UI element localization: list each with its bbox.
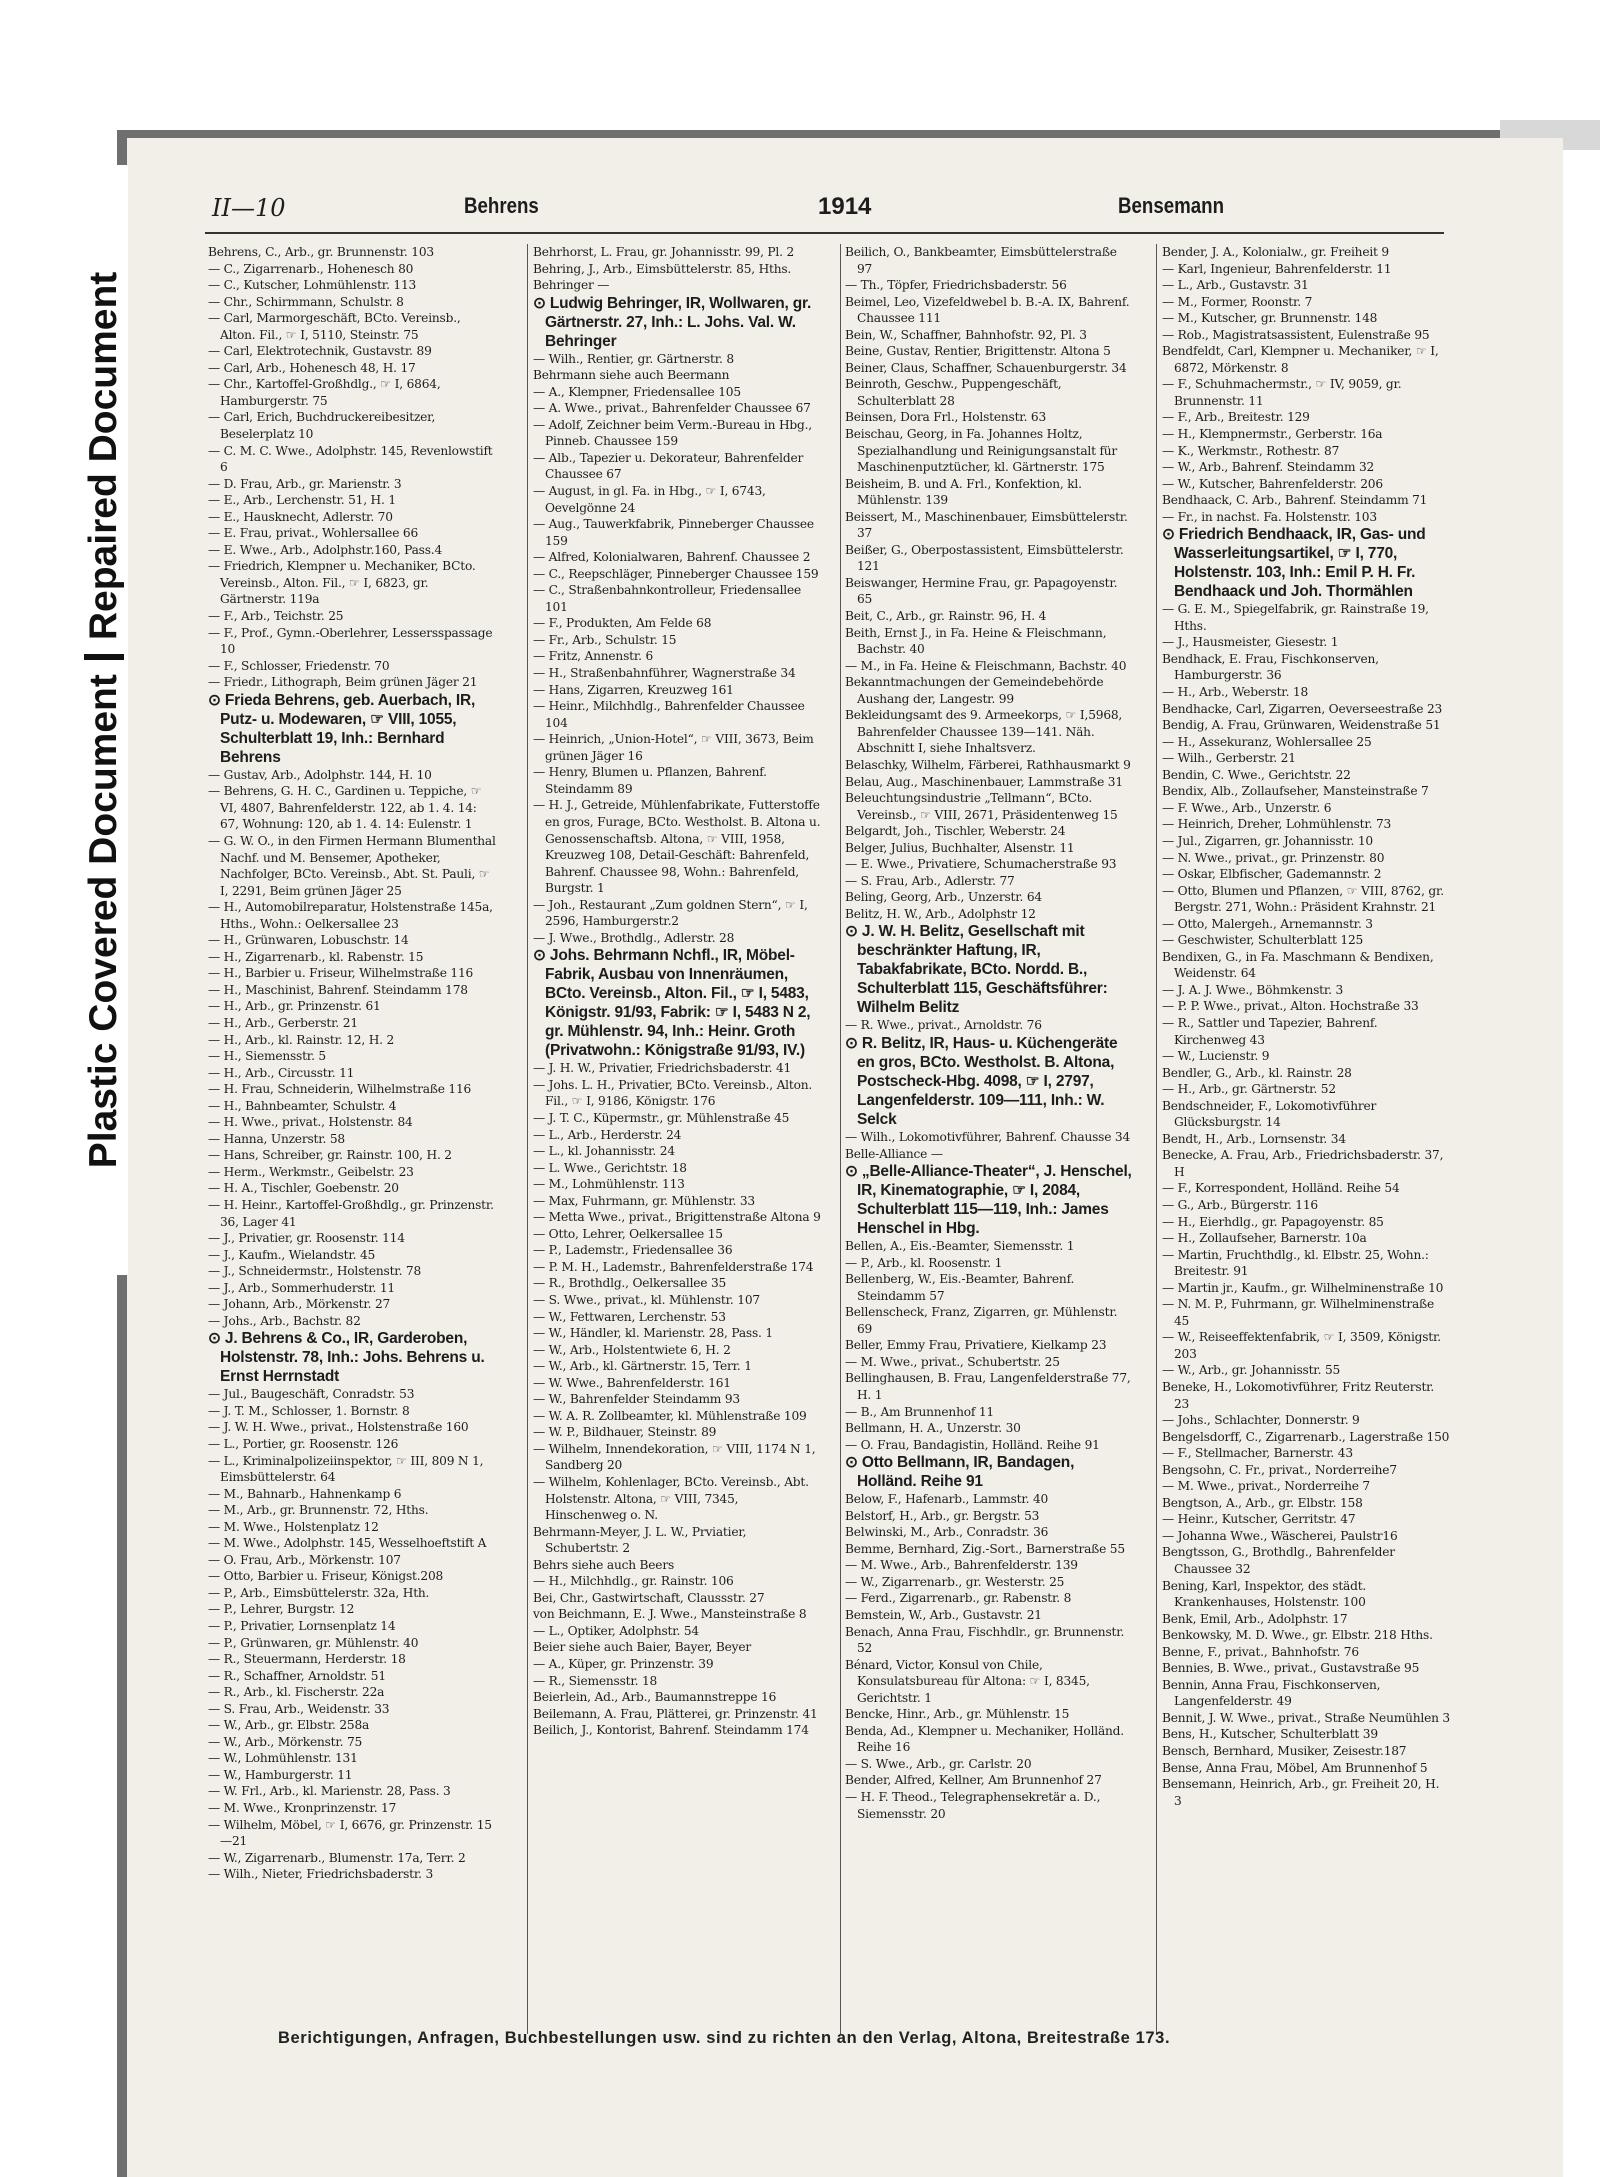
directory-entry: — Johann, Arb., Mörkenstr. 27 [208,1297,391,1312]
directory-entry: Beinsen, Dora Frl., Holstenstr. 63 [845,410,1047,425]
directory-entry: — H. F. Theod., Telegraphensekretär a. D., Siemensstr. 20 [845,1790,1101,1821]
column-divider [1156,244,1157,2034]
directory-entry: — Chr., Schirmmann, Schulstr. 8 [208,294,404,309]
directory-entry: — C. M. C. Wwe., Adolphstr. 145, Revenlowstift 6 [208,443,493,475]
directory-entry: — J. H. W., Privatier, Friedrichsbaderstr. 41 [533,1061,792,1076]
directory-entry: — P., Lehrer, Burgstr. 12 [208,1602,355,1617]
directory-entry: — F., Schlosser, Friedenstr. 70 [208,658,390,673]
directory-entry: — Jul., Baugeschäft, Conradstr. 53 [208,1387,415,1402]
directory-entry: Bennies, B. Wwe., privat., Gustavstraße 95 [1162,1661,1420,1676]
directory-entry: — H., Eierhdlg., gr. Papagoyenstr. 85 [1162,1214,1384,1229]
directory-entry: — H., Arb., gr. Prinzenstr. 61 [208,999,381,1014]
directory-entry: Bei, Chr., Gastwirtschaft, Claussstr. 27 [533,1590,765,1605]
directory-entry: Bendhack, E. Frau, Fischkonserven, Hamburgerstr. 36 [1162,651,1379,683]
directory-entry: — N. M. P., Fuhrmann, gr. Wilhelminenstraße 45 [1162,1297,1434,1328]
directory-entry: — F., Prof., Gymn.-Oberlehrer, Lessersspassage 10 [208,625,493,657]
directory-entry: Bengelsdorff, C., Zigarrenarb., Lagerstraße 150 [1162,1429,1450,1444]
directory-entry: — J. W. H. Wwe., privat., Holstenstraße 160 [208,1420,469,1435]
directory-entry: Belaschky, Wilhelm, Färberei, Rathhausmarkt 9 [845,757,1131,772]
directory-entry: Beiswanger, Hermine Frau, gr. Papagoyenstr. 65 [845,575,1118,607]
directory-entry: — M. Wwe., privat., Schubertstr. 25 [845,1354,1060,1369]
directory-entry: — Karl, Ingenieur, Bahrenfelderstr. 11 [1162,261,1392,276]
directory-entry: — August, in gl. Fa. in Hbg., ☞ I, 6743, Oevelgönne 24 [533,484,766,515]
directory-entry: — Heinrich, Dreher, Lohmühlenstr. 73 [1162,817,1392,832]
directory-entry: Beine, Gustav, Rentier, Brigittenstr. Altona 5 [845,344,1111,359]
directory-entry: — F., Schuhmachermstr., ☞ IV, 9059, gr. Brunnenstr. 11 [1162,377,1402,408]
directory-entry: — F., Produkten, Am Felde 68 [533,616,712,631]
directory-entry: — M. Wwe., Kronprinzenstr. 17 [208,1801,397,1816]
directory-entry: — E. Frau, privat., Wohlersallee 66 [208,526,418,541]
directory-entry: — C., Kutscher, Lohmühlenstr. 113 [208,278,417,293]
directory-entry: Beisheim, B. und A. Frl., Konfektion, kl. Mühlenstr. 139 [845,476,1082,508]
directory-entry: — W. P., Bildhauer, Steinstr. 89 [533,1425,717,1440]
directory-entry: — Friedr., Lithograph, Beim grünen Jäger 21 [208,675,478,690]
directory-entry: Bengtsson, G., Brothdlg., Bahrenfelder Chaussee 32 [1162,1545,1395,1577]
directory-entry: — P., Arb., Eimsbüttelerstr. 32a, Hth. [208,1585,430,1600]
directory-entry: — Fritz, Annenstr. 6 [533,649,654,664]
directory-entry: — A., Küper, gr. Prinzenstr. 39 [533,1657,714,1672]
directory-entry: — Wilh., Lokomotivführer, Bahrenf. Chausse 34 [845,1129,1131,1144]
directory-entry: Bender, J. A., Kolonialw., gr. Freiheit 9 [1162,245,1389,259]
directory-entry: Behrmann siehe auch Beermann [533,368,730,383]
directory-entry: — O. Frau, Bandagistin, Holländ. Reihe 91 [845,1437,1100,1452]
directory-entry: — H., Zigarrenarb., kl. Rabenstr. 15 [208,949,424,964]
directory-entry: Belle-Alliance — [845,1146,943,1161]
directory-entry: Benach, Anna Frau, Fischhdlr., gr. Brunnenstr. 52 [845,1624,1125,1656]
label-repaired: Repaired Document [82,271,125,641]
directory-entry: — J., Kaufm., Wielandstr. 45 [208,1247,376,1262]
directory-entry: — Wilhelm, Innendekoration, ☞ VIII, 1174 N 1, Sandberg 20 [533,1441,816,1473]
directory-entry: — J., Privatier, gr. Roosenstr. 114 [208,1231,405,1246]
directory-entry: — S. Wwe., Arb., gr. Carlstr. 20 [845,1756,1032,1771]
directory-entry: — M. Wwe., privat., Norderreihe 7 [1162,1479,1370,1494]
directory-entry: — H., Arb., kl. Rainstr. 12, H. 2 [208,1032,395,1047]
directory-entry: — Rob., Magistratsassistent, Eulenstraße 95 [1162,327,1430,342]
directory-entry: — Heinr., Kutscher, Gerritstr. 47 [1162,1512,1356,1527]
directory-entry: — S. Frau, Arb., Adlerstr. 77 [845,873,1015,888]
directory-entry: Belitz, H. W., Arb., Adolphstr 12 [845,906,1036,921]
directory-entry: — J., Hausmeister, Giesestr. 1 [1162,635,1339,650]
directory-entry: Belger, Julius, Buchhalter, Alsenstr. 11 [845,840,1075,855]
document-label [80,165,128,1275]
directory-entry: — Max, Fuhrmann, gr. Mühlenstr. 33 [533,1193,755,1208]
directory-entry: ⊙ Ludwig Behringer, IR, Wollwaren, gr. Gärtnerstr. 27, Inh.: L. Johs. Val. W. Behringer [533,294,812,350]
directory-entry: Benecke, A. Frau, Arb., Friedrichsbaderstr. 37, H [1162,1148,1444,1179]
column-2 [533,244,821,2024]
directory-entry: Bellenscheck, Franz, Zigarren, gr. Mühlenstr. 69 [845,1305,1118,1336]
directory-entry: Bellmann, H. A., Unzerstr. 30 [845,1421,1021,1436]
directory-entry: — M. Wwe., Holstenplatz 12 [208,1519,379,1534]
directory-entry: — S. Wwe., privat., kl. Mühlenstr. 107 [533,1292,760,1307]
directory-entry: Beinroth, Geschw., Puppengeschäft, Schulterblatt 28 [845,377,1062,408]
directory-entry: — G., Arb., Bürgerstr. 116 [1162,1197,1318,1212]
directory-entry: — Hanna, Unzerstr. 58 [208,1131,345,1146]
directory-entry: Benne, F., privat., Bahnhofstr. 76 [1162,1644,1359,1659]
directory-entry: Bensch, Bernhard, Musiker, Zeisestr.187 [1162,1744,1407,1759]
directory-entry: Beimel, Leo, Vizefeldwebel b. B.-A. IX, Bahrenf. Chaussee 111 [845,294,1130,326]
directory-entry: — Henry, Blumen u. Pflanzen, Bahrenf. Steindamm 89 [533,765,767,796]
directory-entry: — A., Klempner, Friedensallee 105 [533,384,741,399]
directory-entry: Bendhaack, C. Arb., Bahrenf. Steindamm 71 [1162,493,1428,508]
directory-entry: Beller, Emmy Frau, Privatiere, Kielkamp 23 [845,1338,1107,1353]
directory-entry: — Joh., Restaurant „Zum goldnen Stern“, ☞ I, 2596, Hamburgerstr.2 [533,897,808,929]
directory-entry: — W., Arb., kl. Gärtnerstr. 15, Terr. 1 [533,1359,752,1374]
directory-entry: — E. Wwe., Privatiere, Schumacherstraße 93 [845,857,1117,872]
directory-entry: Bellenberg, W., Eis.-Beamter, Bahrenf. Steindamm 57 [845,1272,1075,1303]
directory-entry: von Beichmann, E. J. Wwe., Mansteinstraße 8 [533,1607,807,1622]
directory-entry: — F. Wwe., Arb., Unzerstr. 6 [1162,800,1332,815]
directory-entry: — N. Wwe., privat., gr. Prinzenstr. 80 [1162,850,1385,865]
directory-entry: — S. Frau, Arb., Weidenstr. 33 [208,1701,390,1716]
directory-entry: ⊙ Johs. Behrmann Nchfl., IR, Möbel-Fabrik, Ausbau von Innenräumen, BCto. Vereinsb., Alton. Fil., ☞ I, 5483, Königstr. 91/93, Fabrik: ☞ I, 5483 N 2, gr. Mühlenstr. 94, Inh.: Heinr. Groth (Privatwohn.: Königstraße 91/93, IV.) [533,947,811,1060]
directory-entry: — Johs., Arb., Bachstr. 82 [208,1313,361,1328]
directory-entry: — O. Frau, Arb., Mörkenstr. 107 [208,1552,401,1567]
directory-entry: ⊙ Friedrich Bendhaack, IR, Gas- und Wasserleitungsartikel, ☞ I, 770, Holstenstr. 103, Inh.: Emil P. H. Fr. Bendhaack und Joh. Thormählen [1162,526,1426,601]
directory-entry: — Fr., Arb., Schulstr. 15 [533,632,677,647]
directory-entry: — H., Barbier u. Friseur, Wilhelmstraße 116 [208,966,474,981]
directory-entry: — M., Former, Roonstr. 7 [1162,294,1313,309]
directory-entry: Beilich, J., Kontorist, Bahrenf. Steindamm 174 [533,1723,809,1738]
directory-entry: Bendixen, G., in Fa. Maschmann & Bendixen, Weidenstr. 64 [1162,949,1434,981]
directory-entry: Beischau, Georg, in Fa. Johannes Holtz, Spezialhandlung und Reinigungsanstalt für Maschinenputztücher, kl. Gärtnerstr. 175 [845,427,1118,475]
directory-entry: Beleuchtungsindustrie „Tellmann“, BCto. Vereinsb., ☞ VIII, 2671, Präsidentenweg 15 [845,791,1118,822]
directory-entry: Bemstein, W., Arb., Gustavstr. 21 [845,1608,1042,1622]
directory-entry: — Heinrich, „Union-Hotel“, ☞ VIII, 3673, Beim grünen Jäger 16 [533,732,814,763]
directory-entry: Bénard, Victor, Konsul von Chile, Konsulatsbureau für Altona: ☞ I, 8345, Gerichtstr. 1 [845,1657,1090,1705]
directory-entry: — J. Wwe., Brothdlg., Adlerstr. 28 [533,930,735,945]
directory-entry: — F., Arb., Breitestr. 129 [1162,410,1310,425]
directory-entry: Bense, Anna Frau, Möbel, Am Brunnenhof 5 [1162,1760,1428,1775]
directory-entry: — M., Arb., gr. Brunnenstr. 72, Hths. [208,1503,429,1518]
directory-entry: — Martin, Fruchthdlg., kl. Elbstr. 25, Wohn.: Breitestr. 91 [1162,1247,1429,1279]
directory-entry: — Wilhelm, Möbel, ☞ I, 6676, gr. Prinzenstr. 15—21 [208,1817,492,1849]
directory-entry: — L., Kriminalpolizeiinspektor, ☞ III, 809 N 1, Eimsbüttelerstr. 64 [208,1453,484,1485]
directory-entry: — R., Siemensstr. 18 [533,1673,658,1688]
directory-entry: ⊙ Frieda Behrens, geb. Auerbach, IR, Putz- u. Modewaren, ☞ VIII, 1055, Schulterblatt 19, Inh.: Bernhard Behrens [208,691,476,766]
directory-entry: Beneke, H., Lokomotivführer, Fritz Reuterstr. 23 [1162,1380,1435,1411]
directory-entry: Bennin, Anna Frau, Fischkonserven, Langenfelderstr. 49 [1162,1677,1381,1709]
directory-entry: — P. P. Wwe., privat., Alton. Hochstraße 33 [1162,999,1419,1014]
directory-entry: — H. A., Tischler, Goebenstr. 20 [208,1181,399,1196]
directory-entry: Bekleidungsamt des 9. Armeekorps, ☞ I,5968, Bahrenfelder Chaussee 139—141. Näh. Abschnitt I, siehe Inhaltsverz. [845,708,1123,756]
directory-entry: Bender, Alfred, Kellner, Am Brunnenhof 27 [845,1773,1102,1788]
directory-entry: — Martin jr., Kaufm., gr. Wilhelminenstraße 10 [1162,1280,1444,1295]
directory-entry: Beißer, G., Oberpostassistent, Eimsbüttelerstr. 121 [845,542,1124,574]
directory-entry: — Otto, Blumen und Pflanzen, ☞ VIII, 8762, gr. Bergstr. 271, Wohn.: Präsident Krahnstr. 21 [1162,883,1444,915]
directory-entry: — H., Siemensstr. 5 [208,1049,326,1064]
directory-entry: Beiner, Claus, Schaffner, Schauenburgerstr. 34 [845,360,1127,375]
directory-entry: — H., Arb., Weberstr. 18 [1162,685,1309,700]
header-year: 1914 [818,193,872,220]
directory-entry: Beierlein, Ad., Arb., Baumannstreppe 16 [533,1690,777,1705]
column-1 [208,244,496,2024]
directory-entry: — M., in Fa. Heine & Fleischmann, Bachstr. 40 [845,658,1127,673]
directory-entry: Belwinski, M., Arb., Conradstr. 36 [845,1525,1049,1540]
directory-entry: — W., Hamburgerstr. 11 [208,1767,353,1782]
directory-entry: — H., Klempnermstr., Gerberstr. 16a [1162,427,1383,442]
directory-entry: — W., Arb., Holstentwiete 6, H. 2 [533,1342,731,1357]
directory-entry: — W., Zigarrenarb., Blumenstr. 17a, Terr. 2 [208,1850,466,1865]
directory-entry: Bengsohn, C. Fr., privat., Norderreihe7 [1162,1462,1397,1477]
directory-entry: — Wilh., Gerberstr. 21 [1162,751,1296,766]
directory-entry: Bendig, A. Frau, Grünwaren, Weidenstraße 51 [1162,718,1441,733]
directory-entry: — W., Händler, kl. Marienstr. 28, Pass. 1 [533,1326,773,1341]
directory-entry: — W. Frl., Arb., kl. Marienstr. 28, Pass. 3 [208,1784,451,1799]
directory-entry: — Johs. L. H., Privatier, BCto. Vereinsb., Alton. Fil., ☞ I, 9186, Königstr. 176 [533,1077,813,1109]
directory-entry: — Jul., Zigarren, gr. Johannisstr. 10 [1162,833,1373,848]
directory-entry: — H. Wwe., privat., Holstenstr. 84 [208,1115,413,1130]
directory-entry: — Alb., Tapezier u. Dekorateur, Bahrenfelder Chaussee 67 [533,450,804,482]
directory-entry: — M. Wwe., Adolphstr. 145, Wesselhoeftstift A [208,1536,487,1551]
header-rule [205,232,1444,234]
directory-entry: — J. A. J. Wwe., Böhmkenstr. 3 [1162,982,1344,997]
directory-entry: — K., Werkmstr., Rothestr. 87 [1162,443,1340,458]
directory-entry: — R., Sattler und Tapezier, Bahrenf. Kirchenweg 43 [1162,1015,1378,1047]
directory-entry: — C., Zigarrenarb., Hohenesch 80 [208,261,414,276]
directory-entry: — H. J., Getreide, Mühlenfabrikate, Futterstoffe en gros, Furage, BCto. Westholst. B. Altona u. Genossenschaftsb. Altona, ☞ VIII, 1958, Kreuzweg 108, Detail-Geschäft: Bahrenfeld, Bahrenf. Chaussee 98, Wohn.: Bahrenfeld, Burgstr. 1 [533,798,821,896]
directory-entry: — H., Bahnbeamter, Schulstr. 4 [208,1098,397,1113]
directory-entry: Beilemann, A. Frau, Plätterei, gr. Prinzenstr. 41 [533,1706,818,1721]
directory-entry: — H., Automobilreparatur, Holstenstraße 145a, Hths., Wohn.: Oelkersallee 23 [208,900,493,931]
directory-entry: — A. Wwe., privat., Bahrenfelder Chaussee 67 [533,401,811,416]
directory-entry: Bengtson, A., Arb., gr. Elbstr. 158 [1162,1495,1363,1510]
directory-entry: — W., Bahrenfelder Steindamm 93 [533,1392,740,1407]
directory-entry: Behrs siehe auch Beers [533,1557,674,1572]
directory-entry: — W., Arb., gr. Johannisstr. 55 [1162,1363,1341,1378]
directory-entry: — H., Zollaufseher, Barnerstr. 10a [1162,1231,1367,1246]
directory-entry: — H. Heinr., Kartoffel-Großhdlg., gr. Prinzenstr. 36, Lager 41 [208,1197,494,1229]
column-divider [527,244,528,2034]
directory-entry: — Herm., Werkmstr., Geibelstr. 23 [208,1164,414,1179]
directory-entry: Bekanntmachungen der Gemeindebehörde Aushang der, Langestr. 99 [845,675,1104,706]
directory-entry: — L., Optiker, Adolphstr. 54 [533,1623,699,1638]
directory-entry: — R., Brothdlg., Oelkersallee 35 [533,1276,727,1291]
directory-entry: — P., Grünwaren, gr. Mühlenstr. 40 [208,1635,419,1650]
directory-entry: — M., Bahnarb., Hahnenkamp 6 [208,1486,402,1501]
directory-entry: Bemme, Bernhard, Zig.-Sort., Barnerstraße 55 [845,1541,1125,1556]
directory-entry: — Johs., Schlachter, Donnerstr. 9 [1162,1413,1360,1428]
directory-entry: — W. Wwe., Bahrenfelderstr. 161 [533,1375,731,1390]
directory-entry: ⊙ „Belle-Alliance-Theater“, J. Henschel, IR, Kinematographie, ☞ I, 2084, Schulterblatt 115—119, Inh.: James Henschel in Hbg. [845,1163,1132,1238]
directory-entry: — R., Schaffner, Arnoldstr. 51 [208,1668,386,1683]
directory-entry: Benk, Emil, Arb., Adolphstr. 17 [1162,1611,1348,1626]
directory-entry: — Adolf, Zeichner beim Verm.-Bureau in Hbg., Pinneb. Chaussee 159 [533,417,812,449]
directory-entry: — G. W. O., in den Firmen Hermann Blumenthal Nachf. und M. Bensemer, Apotheker, Nachfolger, BCto. Vereinsb., Abt. St. Pauli, ☞ I, 2291, Beim grünen Jäger 25 [208,833,496,898]
directory-entry: Behrens, C., Arb., gr. Brunnenstr. 103 [208,245,434,259]
directory-entry: Behringer — [533,278,610,293]
directory-entry: — H., Maschinist, Bahrenf. Steindamm 178 [208,982,468,997]
directory-entry: Bein, W., Schaffner, Bahnhofstr. 92, Pl. 3 [845,327,1087,342]
directory-entry: — L., Arb., Gustavstr. 31 [1162,278,1309,293]
column-3 [845,244,1133,2024]
directory-entry: — Ferd., Zigarrenarb., gr. Rabenstr. 8 [845,1591,1072,1606]
directory-entry: — D. Frau, Arb., gr. Marienstr. 3 [208,476,402,491]
directory-entry: — Carl, Arb., Hohenesch 48, H. 17 [208,360,416,375]
directory-entry: — L., kl. Johannisstr. 24 [533,1144,675,1159]
label-separator [84,654,124,660]
directory-entry: — J., Schneidermstr., Holstenstr. 78 [208,1264,422,1279]
publisher-footer: Berichtigungen, Anfragen, Buchbestellungen usw. sind zu richten an den Verlag, Altona, Breitestraße 173. [278,2029,1171,2047]
directory-entry: ⊙ J. W. H. Belitz, Gesellschaft mit beschränkter Haftung, IR, Tabakfabrikate, BCto. Nordd. B., Schulterblatt 115, Geschäftsführer: Wilhelm Belitz [845,923,1108,1017]
directory-entry: — Otto, Malergeh., Arnemannstr. 3 [1162,916,1373,931]
directory-entry: — Alfred, Kolonialwaren, Bahrenf. Chaussee 2 [533,550,811,565]
directory-entry: — W., Kutscher, Bahrenfelderstr. 206 [1162,476,1383,491]
directory-entry: Belau, Aug., Maschinenbauer, Lammstraße 31 [845,774,1123,789]
directory-entry: — Hans, Schreiber, gr. Rainstr. 100, H. 2 [208,1148,452,1163]
directory-entry: — Gustav, Arb., Adolphstr. 144, H. 10 [208,767,432,782]
directory-entry: Bendix, Alb., Zollaufseher, Mansteinstraße 7 [1162,784,1429,799]
directory-entry: — C., Reepschläger, Pinneberger Chaussee 159 [533,566,819,581]
directory-entry: Behring, J., Arb., Eimsbüttelerstr. 85, Hths. [533,261,792,276]
column-divider [840,244,841,2034]
directory-entry: Bellinghausen, B. Frau, Langenfelderstraße 77, H. 1 [845,1371,1131,1402]
directory-entry: — E. Wwe., Arb., Adolphstr.160, Pass.4 [208,542,443,557]
directory-entry: — F., Korrespondent, Holländ. Reihe 54 [1162,1181,1400,1196]
directory-entry: — R. Wwe., privat., Arnoldstr. 76 [845,1018,1042,1033]
directory-entry: — E., Arb., Lerchenstr. 51, H. 1 [208,493,396,508]
directory-entry: — R., Steuermann, Herderstr. 18 [208,1652,406,1667]
directory-entry: — Chr., Kartoffel-Großhdlg., ☞ I, 6864, Hamburgerstr. 75 [208,377,441,408]
directory-entry: — R., Arb., kl. Fischerstr. 22a [208,1685,385,1700]
directory-entry: ⊙ J. Behrens & Co., IR, Garderoben, Holstenstr. 78, Inh.: Johs. Behrens u. Ernst Herrnstadt [208,1330,485,1386]
directory-entry: — Friedrich, Klempner u. Mechaniker, BCto. Vereinsb., Alton. Fil., ☞ I, 6823, gr. Gärtnerstr. 119a [208,559,476,607]
directory-entry: — C., Straßenbahnkontrolleur, Friedensallee 101 [533,583,802,614]
directory-entry: — P. M. H., Lademstr., Bahrenfelderstraße 174 [533,1259,814,1274]
directory-entry: Benkowsky, M. D. Wwe., gr. Elbstr. 218 Hths. [1162,1628,1433,1643]
directory-entry: — H. Frau, Schneiderin, Wilhelmstraße 116 [208,1082,472,1097]
directory-entry: Bendfeldt, Carl, Klempner u. Mechaniker, ☞ I, 6872, Mörkenstr. 8 [1162,344,1439,375]
directory-entry: — H., Arb., gr. Gärtnerstr. 52 [1162,1082,1336,1097]
directory-entry: — M. Wwe., Arb., Bahrenfelderstr. 139 [845,1558,1078,1573]
directory-entry: — Aug., Tauwerkfabrik, Pinneberger Chaussee 159 [533,517,814,548]
directory-entry: — J. T. C., Küpermstr., gr. Mühlenstraße 45 [533,1110,790,1125]
directory-entry: — W., Lucienstr. 9 [1162,1049,1270,1064]
header-last-name: Bensemann [1118,193,1225,218]
directory-entry: — Metta Wwe., privat., Brigittenstraße Altona 9 [533,1210,821,1225]
directory-entry: — W. A. R. Zollbeamter, kl. Mühlenstraße 109 [533,1408,807,1423]
directory-entry: Beissert, M., Maschinenbauer, Eimsbüttelerstr. 37 [845,509,1128,541]
directory-entry: — J., Arb., Sommerhuderstr. 11 [208,1280,395,1295]
directory-entry: Below, F., Hafenarb., Lammstr. 40 [845,1492,1049,1507]
directory-entry: — H., Arb., Gerberstr. 21 [208,1015,358,1030]
directory-entry: Beilich, O., Bankbeamter, Eimsbüttelerstraße 97 [845,245,1117,276]
directory-entry: — M., Kutscher, gr. Brunnenstr. 148 [1162,311,1378,326]
directory-entry: ⊙ R. Belitz, IR, Haus- u. Küchengeräte en gros, BCto. Westholst. B. Altona, Postscheck-Hbg. 4098, ☞ I, 2797, Langenfelderstr. 109—111, Inh.: W. Selck [845,1034,1118,1128]
directory-entry: — Carl, Erich, Buchdruckereibesitzer, Beselerplatz 10 [208,410,436,442]
directory-entry: — H., Grünwaren, Lobuschstr. 14 [208,933,409,948]
directory-entry: — Fr., in nachst. Fa. Holstenstr. 103 [1162,509,1377,524]
directory-entry: — H., Arb., Circusstr. 11 [208,1065,355,1080]
directory-entry: Bennit, J. W. Wwe., privat., Straße Neumühlen 3 [1162,1710,1450,1725]
directory-entry: — G. E. M., Spiegelfabrik, gr. Rainstraße 19, Hths. [1162,602,1429,633]
directory-entry: Bendt, H., Arb., Lornsenstr. 34 [1162,1131,1346,1146]
directory-entry: — B., Am Brunnenhof 11 [845,1404,994,1419]
directory-entry: Benda, Ad., Klempner u. Mechaniker, Holländ. Reihe 16 [845,1723,1124,1755]
directory-entry: Beith, Ernst J., in Fa. Heine & Fleischmann, Bachstr. 40 [845,625,1107,657]
directory-entry: Bendhacke, Carl, Zigarren, Oeverseestraße 23 [1162,701,1443,716]
directory-entry: — F., Stellmacher, Barnerstr. 43 [1162,1446,1353,1461]
directory-entry: — Johanna Wwe., Wäscherei, Paulstr16 [1162,1528,1398,1543]
directory-entry: — Heinr., Milchhdlg., Bahrenfelder Chaussee 104 [533,699,805,730]
directory-entry: Bens, H., Kutscher, Schulterblatt 39 [1162,1727,1378,1742]
directory-entry: — W., Arb., gr. Elbstr. 258a [208,1718,370,1733]
directory-entry: — Carl, Marmorgeschäft, BCto. Vereinsb., Alton. Fil., ☞ I, 5110, Steinstr. 75 [208,311,461,342]
directory-entry: Beit, C., Arb., gr. Rainstr. 96, H. 4 [845,609,1047,624]
directory-entry: — L., Portier, gr. Roosenstr. 126 [208,1437,399,1451]
directory-entry: — Otto, Lehrer, Oelkersallee 15 [533,1226,723,1241]
directory-entry: Bendin, C. Wwe., Gerichtstr. 22 [1162,767,1351,782]
directory-entry: — Otto, Barbier u. Friseur, Königst.208 [208,1569,444,1584]
directory-entry: — W., Reiseeffektenfabrik, ☞ I, 3509, Königstr. 203 [1162,1330,1441,1361]
directory-entry: Belstorf, H., Arb., gr. Bergstr. 53 [845,1508,1040,1523]
directory-entry: — Geschwister, Schulterblatt 125 [1162,933,1364,948]
directory-entry: — Th., Töpfer, Friedrichsbaderstr. 56 [845,278,1067,293]
directory-entry: — J. T. M., Schlosser, 1. Bornstr. 8 [208,1403,410,1418]
directory-entry: Behrmann-Meyer, J. L. W., Prviatier, Schubertstr. 2 [533,1524,747,1556]
directory-entry: Belgardt, Joh., Tischler, Weberstr. 24 [845,824,1066,839]
directory-entry: — H., Straßenbahnführer, Wagnerstraße 34 [533,666,796,681]
header-first-name: Behrens [464,193,539,218]
label-plastic-covered: Plastic Covered Document [82,674,125,1169]
directory-entry: — Wilhelm, Kohlenlager, BCto. Vereinsb., Abt. Holstenstr. Altona, ☞ VIII, 7345, Hinschenweg o. N. [533,1475,809,1523]
directory-entry: ⊙ Otto Bellmann, IR, Bandagen, Holländ. Reihe 91 [845,1454,1075,1491]
directory-entry: — E., Hausknecht, Adlerstr. 70 [208,509,393,524]
column-4 [1162,244,1450,2024]
directory-entry: — P., Privatier, Lornsenplatz 14 [208,1619,396,1634]
directory-entry: Bening, Karl, Inspektor, des städt. Krankenhauses, Holstenstr. 100 [1162,1578,1367,1610]
directory-entry: Bendler, G., Arb., kl. Rainstr. 28 [1162,1065,1352,1080]
directory-entry: — Wilh., Rentier, gr. Gärtnerstr. 8 [533,351,734,366]
directory-entry: — Oskar, Elbfischer, Gademannstr. 2 [1162,867,1382,882]
directory-entry: — Behrens, G. H. C., Gardinen u. Teppiche, ☞ VI, 4807, Bahrenfelderstr. 122, ab 1. 4. 14: 67, Wohnung: 120, ab 1. 4. 14: Eulenstr. 1 [208,784,482,832]
directory-entry: Bellen, A., Eis.-Beamter, Siemensstr. 1 [845,1239,1075,1254]
directory-entry: Bendschneider, F., Lokomotivführer Glücksburgstr. 14 [1162,1098,1377,1130]
directory-entry: — W., Fettwaren, Lerchenstr. 53 [533,1309,726,1324]
directory-entry: — F., Arb., Teichstr. 25 [208,609,344,624]
directory-entry: — Wilh., Nieter, Friedrichsbaderstr. 3 [208,1867,434,1882]
directory-entry: — W., Zigarrenarb., gr. Westerstr. 25 [845,1574,1065,1589]
directory-entry: — Hans, Zigarren, Kreuzweg 161 [533,682,734,697]
directory-entry: — L. Wwe., Gerichtstr. 18 [533,1160,687,1175]
directory-entry: Bensemann, Heinrich, Arb., gr. Freiheit 20, H. 3 [1162,1777,1440,1808]
directory-entry: — M., Lohmühlenstr. 113 [533,1177,685,1192]
directory-entry: — W., Lohmühlenstr. 131 [208,1751,358,1766]
directory-entry: — L., Arb., Herderstr. 24 [533,1127,682,1142]
directory-entry: Beling, Georg, Arb., Unzerstr. 64 [845,890,1042,905]
directory-entry: — H., Assekuranz, Wohlersallee 25 [1162,734,1372,749]
page-number: II—10 [212,194,286,222]
directory-entry: Behrhorst, L. Frau, gr. Johannisstr. 99, Pl. 2 [533,245,795,259]
directory-entry: Beier siehe auch Baier, Bayer, Beyer [533,1640,751,1655]
directory-entry: Bencke, Hinr., Arb., gr. Mühlenstr. 15 [845,1707,1070,1722]
directory-entry: — P., Arb., kl. Roosenstr. 1 [845,1255,1003,1270]
directory-entry: — Carl, Elektrotechnik, Gustavstr. 89 [208,344,432,359]
directory-entry: — W., Arb., Bahrenf. Steindamm 32 [1162,460,1375,475]
directory-entry: — H., Milchhdlg., gr. Rainstr. 106 [533,1574,734,1589]
directory-entry: — W., Arb., Mörkenstr. 75 [208,1734,363,1749]
directory-entry: — P., Lademstr., Friedensallee 36 [533,1243,733,1258]
